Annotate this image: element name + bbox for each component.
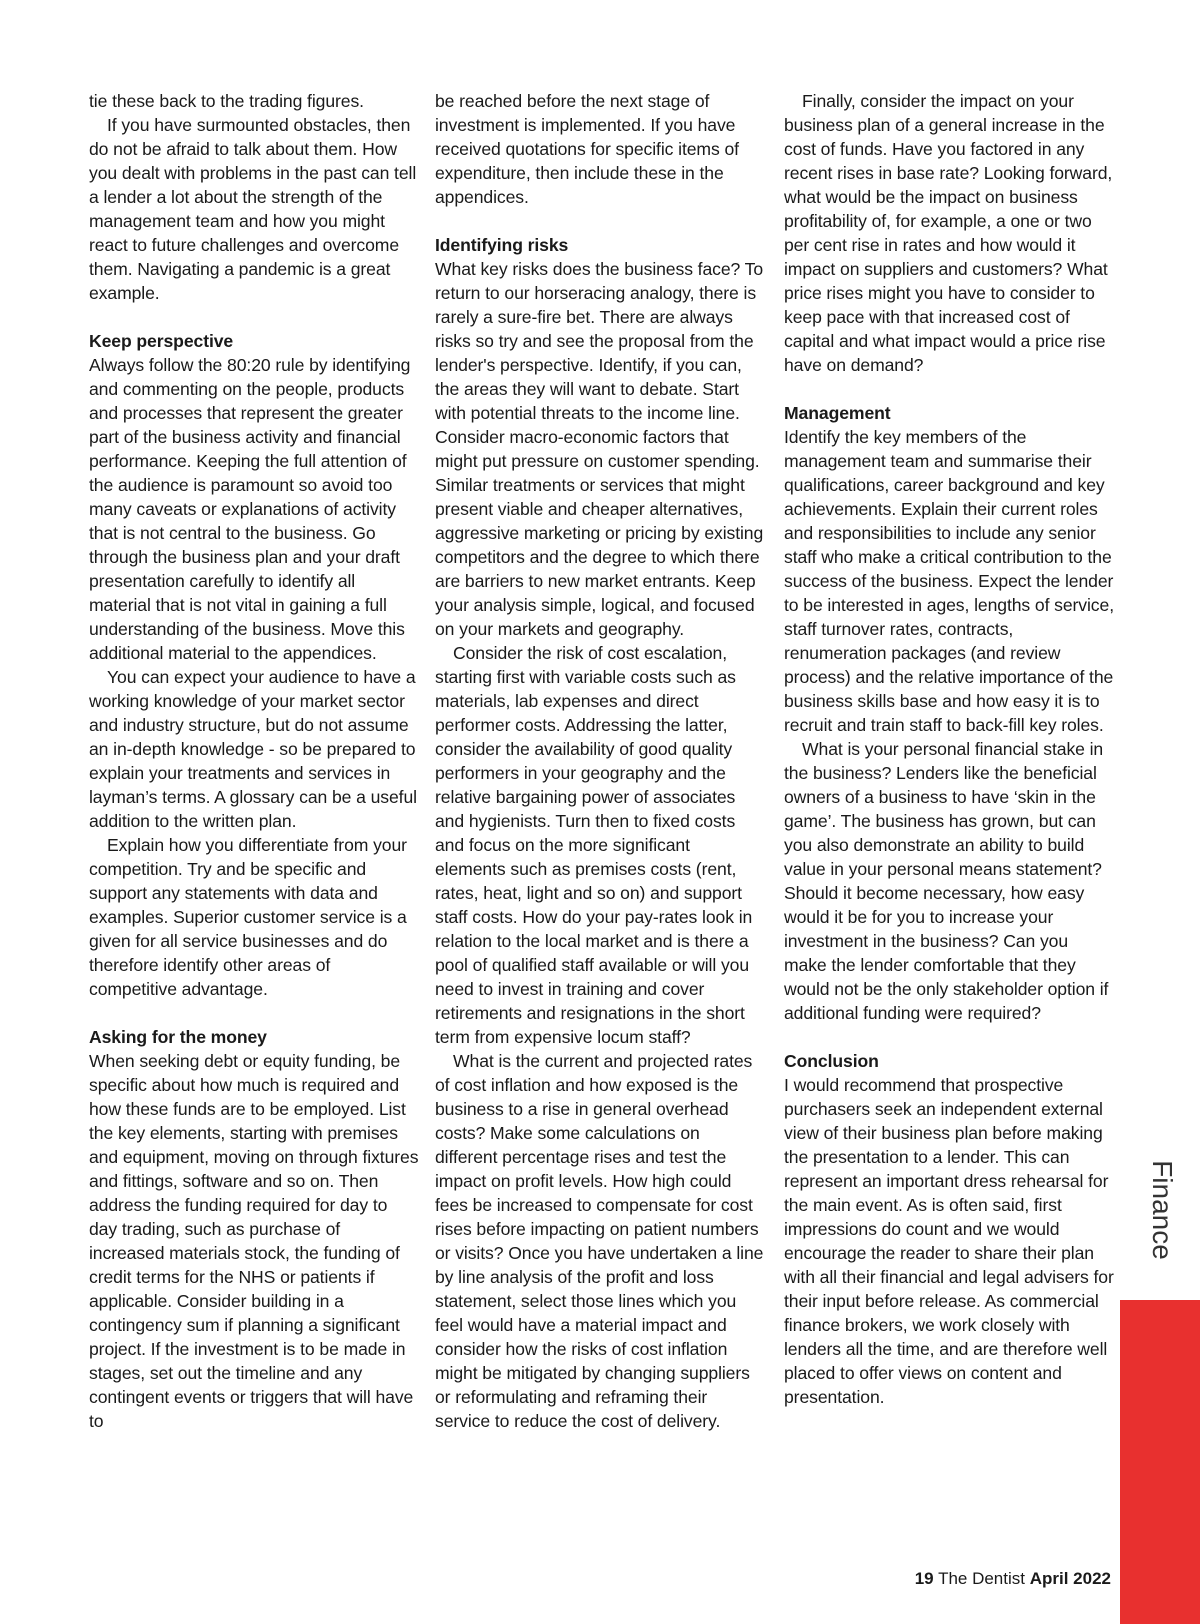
section-heading: Conclusion [784, 1051, 879, 1071]
paragraph: When seeking debt or equity funding, be specific about how much is required and how these funds are to be employed. List the key elements, starting with premises and equipment, moving on through fixtures and fittings, software and so on. Then address the funding required for day to day trading, such as purchase of increased materials stock, the funding of credit terms for the NHS or patients if applicable. Consider building in a contingency sum if planning a significant project. If the investment is to be made in stages, set out the timeline and any contingent events or triggers that will have to [89, 1051, 419, 1431]
issue-date: April 2022 [1029, 1569, 1111, 1588]
section-heading: Asking for the money [89, 1027, 267, 1047]
article-column-1 [89, 89, 419, 1433]
publication-name: The Dentist [938, 1569, 1025, 1588]
paragraph: What is your personal financial stake in the business? Lenders like the beneficial owners of a business to have ‘skin in the game’. The business has grown, but can you also demonstrate an ability to build value in your personal means statement? Should it become necessary, how easy would it be for you to increase your investment in the business? Can you make the lender comfortable that they would not be the only stakeholder option if additional funding were required? [784, 739, 1109, 1023]
paragraph: Finally, consider the impact on your business plan of a general increase in the cost of funds. Have you factored in any recent rises in base rate? Looking forward, what would be the impact on business profitability of, for example, a one or two per cent rise in rates and how would it impact on suppliers and customers? What price rises might you have to consider to keep pace with that increased cost of capital and what impact would a price rise have on demand? [784, 91, 1113, 375]
section-heading: Management [784, 403, 891, 423]
page-footer [800, 1568, 1111, 1590]
paragraph: Consider the risk of cost escalation, starting first with variable costs such as materials, lab expenses and direct performer costs. Addressing the latter, consider the availability of good quality performers in your geography and the relative bargaining power of associates and hygienists. Turn then to fixed costs and focus on the more significant elements such as premises costs (rent, rates, heat, light and so on) and support staff costs. How do your pay-rates look in relation to the local market and is there a pool of qualified staff available or will you need to invest in training and cover retirements and resignations in the short term from expensive locum staff? [435, 643, 753, 1047]
paragraph: Always follow the 80:20 rule by identifying and commenting on the people, products and processes that represent the greater part of the business activity and financial performance. Keeping the full attention of the audience is paramount so avoid too many caveats or explanations of activity that is not central to the business. Go through the business plan and your draft presentation carefully to identify all material that is not vital in gaining a full understanding of the business. Move this additional material to the appendices. [89, 355, 411, 663]
paragraph: What is the current and projected rates of cost inflation and how exposed is the business to a rise in general overhead costs? Make some calculations on different percentage rises and test the impact on profit levels. How high could fees be increased to compensate for cost rises before impacting on patient numbers or visits? Once you have undertaken a line by line analysis of the profit and loss statement, select those lines which you feel would have a material impact and consider how the risks of cost inflation might be mitigated by changing suppliers or reformulating and reframing their service to reduce the cost of delivery. [435, 1051, 764, 1431]
paragraph: be reached before the next stage of investment is implemented. If you have received quotations for specific items of expenditure, then include these in the appendices. [435, 91, 739, 207]
paragraph: You can expect your audience to have a working knowledge of your market sector and industry structure, but do not assume an in-depth knowledge - so be prepared to explain your treatments and services in layman’s terms. A glossary can be a useful addition to the written plan. [89, 667, 417, 831]
section-heading: Keep perspective [89, 331, 234, 351]
section-color-tab [1120, 1300, 1200, 1624]
article-column-2 [435, 89, 765, 1433]
page-number: 19 [914, 1569, 934, 1588]
paragraph: If you have surmounted obstacles, then do not be afraid to talk about them. How you dealt with problems in the past can tell a lender a lot about the strength of the management team and how you might react to future challenges and overcome them. Navigating a pandemic is a great example. [89, 115, 417, 303]
section-heading: Identifying risks [435, 235, 569, 255]
section-label: Finance [1147, 1160, 1178, 1260]
article-column-3 [784, 89, 1114, 1409]
paragraph: I would recommend that prospective purchasers seek an independent external view of their business plan before making the presentation to a lender. This can represent an important dress rehearsal for the main event. As is often said, first impressions do count and we would encourage the reader to share their plan with all their financial and legal advisers for their input before release. As commercial finance brokers, we work closely with lenders all the time, and are therefore well placed to offer views on content and presentation. [784, 1075, 1114, 1407]
paragraph: Explain how you differentiate from your competition. Try and be specific and support any statements with data and examples. Superior customer service is a given for all service businesses and do therefore identify other areas of competitive advantage. [89, 835, 407, 999]
paragraph: What key risks does the business face? To return to our horseracing analogy, there is rarely a sure-fire bet. There are always risks so try and see the proposal from the lender's perspective. Identify, if you can, the areas they will want to debate. Start with potential threats to the income line. Consider macro-economic factors that might put pressure on customer spending. Similar treatments or services that might present viable and cheaper alternatives, aggressive marketing or pricing by existing competitors and the degree to which there are barriers to new market entrants. Keep your analysis simple, logical, and focused on your markets and geography. [435, 259, 764, 639]
paragraph: tie these back to the trading figures. [89, 91, 364, 111]
paragraph: Identify the key members of the management team and summarise their qualifications, career background and key achievements. Explain their current roles and responsibilities to include any senior staff who make a critical contribution to the success of the business. Expect the lender to be interested in ages, lengths of service, staff turnover rates, contracts, renumeration packages (and review process) and the relative importance of the business skills base and how easy it is to recruit and train staff to back-fill key roles. [784, 427, 1114, 735]
